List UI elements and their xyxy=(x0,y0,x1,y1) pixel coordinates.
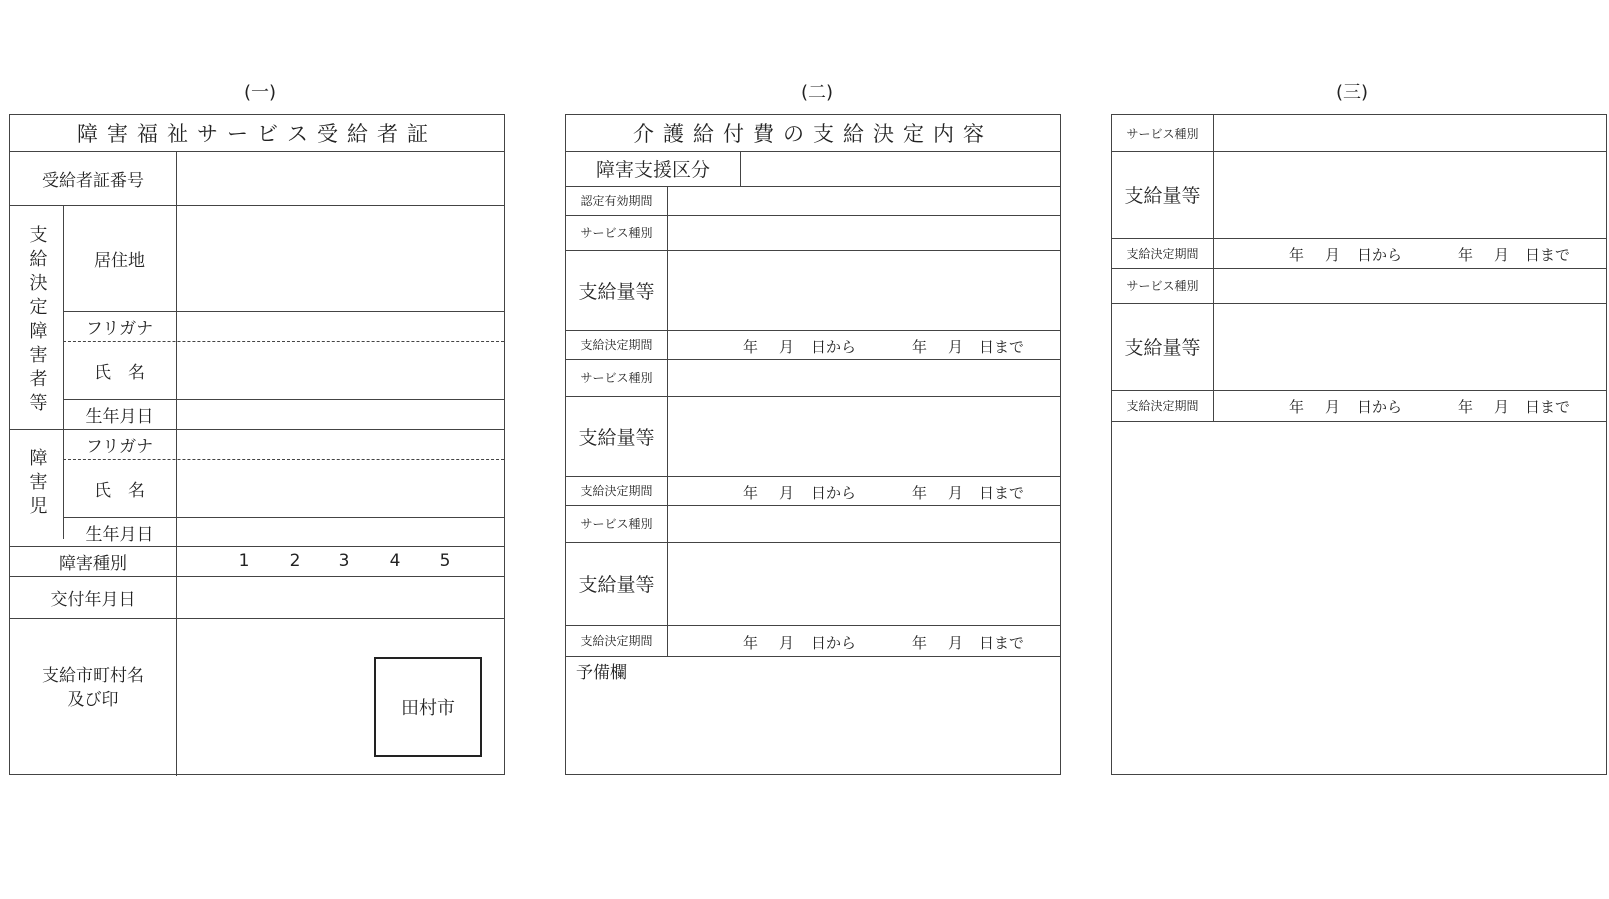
month-5a: 月 xyxy=(1325,398,1341,416)
disability-type-3: 3 xyxy=(338,551,350,571)
amount-label-4: 支給量等 xyxy=(1124,185,1201,207)
month-1b: 月 xyxy=(948,338,964,356)
amount-label-1: 支給量等 xyxy=(578,280,655,303)
panel-label-2: (二) xyxy=(800,82,834,103)
municipality-label-line1: 支給市町村名 xyxy=(42,666,144,686)
amount-label-5: 支給量等 xyxy=(1124,337,1201,359)
year-4b: 年 xyxy=(1458,246,1474,264)
decision-period-row-5 xyxy=(1112,396,1606,414)
month-3a: 月 xyxy=(779,634,795,652)
month-5b: 月 xyxy=(1494,398,1510,416)
month-2a: 月 xyxy=(779,484,795,502)
disability-type-label: 障害種別 xyxy=(59,553,127,574)
reserve-label: 予備欄 xyxy=(576,662,627,683)
benefit-title: 介護給付費の支給決定内容 xyxy=(633,122,993,146)
day-until-4: 日まで xyxy=(1525,246,1571,264)
year-5b: 年 xyxy=(1458,398,1474,416)
amount-label-3: 支給量等 xyxy=(578,574,655,596)
day-until-2: 日まで xyxy=(979,484,1025,502)
month-4a: 月 xyxy=(1325,246,1341,264)
disabled-child-group-label: 障害児 xyxy=(26,448,48,520)
decision-period-label-3: 支給決定期間 xyxy=(580,634,653,648)
disability-type-4: 4 xyxy=(389,551,401,571)
year-3a: 年 xyxy=(743,634,759,652)
furigana-label-2: フリガナ xyxy=(85,436,154,457)
panel-label-1: (一) xyxy=(243,82,277,103)
year-1b: 年 xyxy=(912,338,928,356)
decision-period-label-2: 支給決定期間 xyxy=(580,484,653,498)
decision-period-row-1 xyxy=(566,336,1060,354)
decision-period-row-2 xyxy=(566,482,1060,500)
recipient-number-label: 受給者証番号 xyxy=(42,170,144,191)
certificate-title: 障害福祉サービス受給者証 xyxy=(77,122,437,146)
year-1a: 年 xyxy=(743,338,759,356)
year-2a: 年 xyxy=(743,484,759,502)
address-label: 居住地 xyxy=(94,250,145,271)
year-4a: 年 xyxy=(1289,246,1305,264)
decision-period-row-3 xyxy=(566,632,1060,650)
issue-date-label: 交付年月日 xyxy=(50,589,136,610)
month-4b: 月 xyxy=(1494,246,1510,264)
municipality-label xyxy=(10,660,176,716)
decision-period-label-4: 支給決定期間 xyxy=(1126,246,1199,261)
service-type-label-3: サービス種別 xyxy=(580,517,653,531)
support-class-label: 障害支援区分 xyxy=(595,159,710,181)
day-until-3: 日まで xyxy=(979,634,1025,652)
month-1a: 月 xyxy=(779,338,795,356)
benefit-decision-panel xyxy=(565,114,1061,775)
municipality-seal: 田村市 xyxy=(374,657,482,757)
decision-recipient-group-label: 支給決定障害者等 xyxy=(26,225,48,417)
day-from-2: 日から xyxy=(811,484,857,502)
municipality-label-line2: 及び印 xyxy=(67,690,119,710)
day-from-4: 日から xyxy=(1357,246,1403,264)
decision-period-label-1: 支給決定期間 xyxy=(580,338,653,352)
day-until-1: 日まで xyxy=(979,338,1025,356)
name-label-2: 氏 名 xyxy=(94,480,145,501)
panel-label-3: (三) xyxy=(1335,82,1369,103)
birth-date-label-2: 生年月日 xyxy=(85,524,154,545)
year-3b: 年 xyxy=(912,634,928,652)
disability-type-5: 5 xyxy=(439,551,451,571)
amount-label-2: 支給量等 xyxy=(578,426,655,449)
service-type-label-2: サービス種別 xyxy=(580,371,653,385)
disability-type-1: 1 xyxy=(238,551,250,571)
year-5a: 年 xyxy=(1289,398,1305,416)
month-3b: 月 xyxy=(948,634,964,652)
month-2b: 月 xyxy=(948,484,964,502)
day-from-1: 日から xyxy=(811,338,857,356)
benefit-continuation-panel xyxy=(1111,114,1607,775)
service-type-label-1: サービス種別 xyxy=(580,226,653,240)
valid-period-label: 認定有効期間 xyxy=(580,194,653,208)
decision-period-row-4 xyxy=(1112,244,1606,262)
service-type-label-5: サービス種別 xyxy=(1126,279,1199,293)
decision-period-label-5: 支給決定期間 xyxy=(1126,399,1199,413)
recipient-certificate-panel xyxy=(9,114,505,775)
day-until-5: 日まで xyxy=(1525,398,1571,416)
year-2b: 年 xyxy=(912,484,928,502)
disability-type-2: 2 xyxy=(289,551,301,571)
day-from-3: 日から xyxy=(811,634,857,652)
service-type-label-4: サービス種別 xyxy=(1126,126,1199,141)
birth-date-label-1: 生年月日 xyxy=(85,406,154,427)
day-from-5: 日から xyxy=(1357,398,1403,416)
furigana-label-1: フリガナ xyxy=(85,318,154,339)
name-label-1: 氏 名 xyxy=(94,362,145,383)
